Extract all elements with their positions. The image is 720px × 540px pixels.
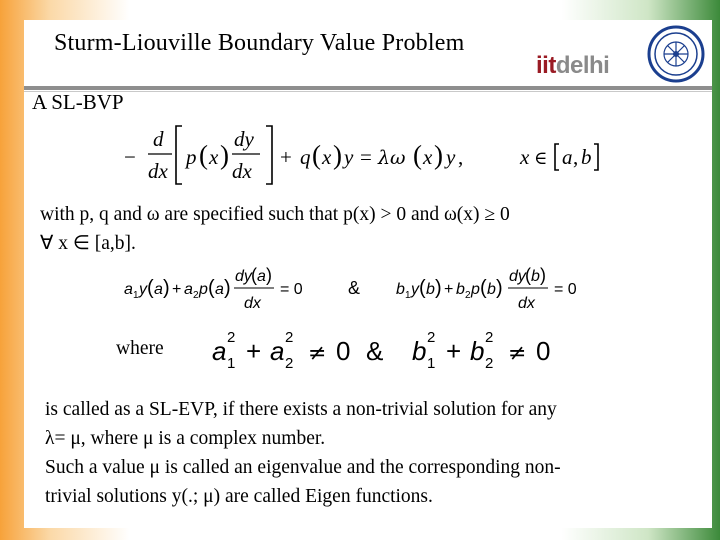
svg-text:): ) (434, 140, 443, 170)
svg-text:1: 1 (133, 290, 139, 301)
svg-text:): ) (266, 265, 272, 285)
title-divider-thin (24, 91, 712, 92)
svg-text:b: b (412, 336, 427, 366)
svg-text:p: p (471, 281, 480, 298)
svg-text:−: − (124, 145, 136, 169)
svg-text:a: a (257, 268, 266, 285)
svg-text:2: 2 (193, 290, 199, 301)
definition-line-1: is called as a SL-EVP, if there exists a non-trivial solution for any (45, 399, 557, 420)
svg-text:b: b (396, 281, 405, 298)
svg-text:(: ( (199, 140, 208, 170)
svg-text:dx: dx (244, 295, 261, 312)
definition-line-3: Such a value μ is called an eigenvalue and the corresponding non- (45, 457, 561, 478)
svg-text:2: 2 (285, 329, 294, 346)
svg-text:≠: ≠ (508, 341, 527, 366)
svg-text:x: x (423, 145, 433, 169)
svg-text:2: 2 (485, 355, 494, 372)
svg-text:(: ( (251, 265, 257, 285)
svg-text:+: + (280, 145, 292, 169)
where-condition (210, 328, 570, 376)
svg-text:): ) (496, 277, 503, 299)
svg-text:(: ( (208, 277, 215, 299)
title-divider (24, 86, 712, 90)
svg-text:0: 0 (336, 336, 351, 366)
svg-text:a: a (124, 281, 133, 298)
svg-text:dy: dy (509, 268, 526, 285)
boundary-conditions (120, 264, 610, 320)
slide (24, 20, 712, 528)
svg-text:dx: dx (148, 159, 168, 183)
svg-text:+: + (446, 336, 462, 366)
svg-text:(: ( (413, 140, 422, 170)
svg-text:(: ( (419, 277, 426, 299)
iit-delhi-logo (536, 24, 706, 86)
svg-text:p: p (186, 145, 197, 169)
svg-text:b: b (531, 268, 540, 285)
svg-text:2: 2 (285, 355, 294, 372)
svg-text:): ) (435, 277, 442, 299)
svg-text:+: + (172, 281, 182, 298)
logo-wordmark: iitdelhi (536, 52, 610, 79)
svg-text:2: 2 (227, 329, 236, 346)
svg-text:(: ( (312, 140, 321, 170)
svg-text:b: b (581, 145, 592, 169)
svg-text:dy: dy (235, 268, 252, 285)
svg-text:): ) (163, 277, 170, 299)
svg-text:2: 2 (427, 329, 436, 346)
svg-text:y: y (446, 145, 456, 169)
svg-text:b: b (470, 336, 485, 366)
svg-text:y: y (411, 281, 419, 298)
subheading: A SL-BVP (32, 90, 124, 114)
svg-text:): ) (220, 140, 229, 170)
svg-text:∈: ∈ (534, 148, 548, 169)
svg-text:λω: λω (378, 147, 406, 169)
svg-text:2: 2 (465, 290, 471, 301)
svg-text:,: , (458, 145, 464, 169)
svg-text:a: a (154, 281, 163, 298)
domain-equation (518, 136, 618, 176)
svg-text:b: b (487, 281, 496, 298)
svg-text:dx: dx (232, 159, 252, 183)
svg-text:): ) (333, 140, 342, 170)
svg-text:q: q (300, 145, 311, 169)
definition-line-4: trivial solutions y(.; μ) are called Eigen functions. (45, 486, 433, 507)
svg-text:2: 2 (485, 329, 494, 346)
svg-text:1: 1 (227, 355, 236, 372)
where-label: where (116, 338, 164, 359)
svg-text:b: b (426, 281, 435, 298)
svg-text:dy: dy (234, 127, 254, 151)
svg-text:&: & (348, 278, 361, 298)
svg-text:=: = (360, 145, 372, 169)
svg-text:a: a (215, 281, 224, 298)
svg-text:(: ( (525, 265, 531, 285)
svg-text:≠: ≠ (308, 341, 327, 366)
svg-text:1: 1 (405, 290, 411, 301)
svg-text:+: + (444, 281, 454, 298)
condition-line-2: ∀ x ∈ [a,b]. (40, 233, 136, 254)
svg-text:a: a (562, 145, 573, 169)
svg-text:(: ( (480, 277, 487, 299)
svg-text:0: 0 (536, 336, 551, 366)
svg-text:= 0: = 0 (554, 281, 577, 298)
svg-text:(: ( (147, 277, 154, 299)
svg-text:a: a (184, 281, 193, 298)
svg-text:y: y (139, 281, 147, 298)
svg-text:x: x (322, 145, 332, 169)
svg-text:y: y (344, 145, 354, 169)
slide-title: Sturm-Liouville Boundary Value Problem (54, 30, 465, 56)
condition-line-1: with p, q and ω are specified such that p(x) > 0 and ω(x) ≥ 0 (40, 204, 510, 225)
definition-line-2: λ= μ, where μ is a complex number. (45, 428, 326, 449)
svg-text:1: 1 (427, 355, 436, 372)
svg-text:= 0: = 0 (280, 281, 303, 298)
svg-text:+: + (246, 336, 262, 366)
svg-text:,: , (573, 145, 579, 169)
svg-text:p: p (199, 281, 208, 298)
svg-text:x: x (209, 145, 219, 169)
svg-text:d: d (153, 127, 164, 151)
svg-text:&: & (366, 336, 384, 366)
svg-text:x: x (520, 145, 530, 169)
svg-text:): ) (224, 277, 231, 299)
svg-text:b: b (456, 281, 465, 298)
svg-text:a: a (270, 336, 285, 366)
institute-seal-icon (646, 24, 706, 84)
svg-text:): ) (540, 265, 546, 285)
svg-text:a: a (212, 336, 227, 366)
svg-text:dx: dx (518, 295, 535, 312)
